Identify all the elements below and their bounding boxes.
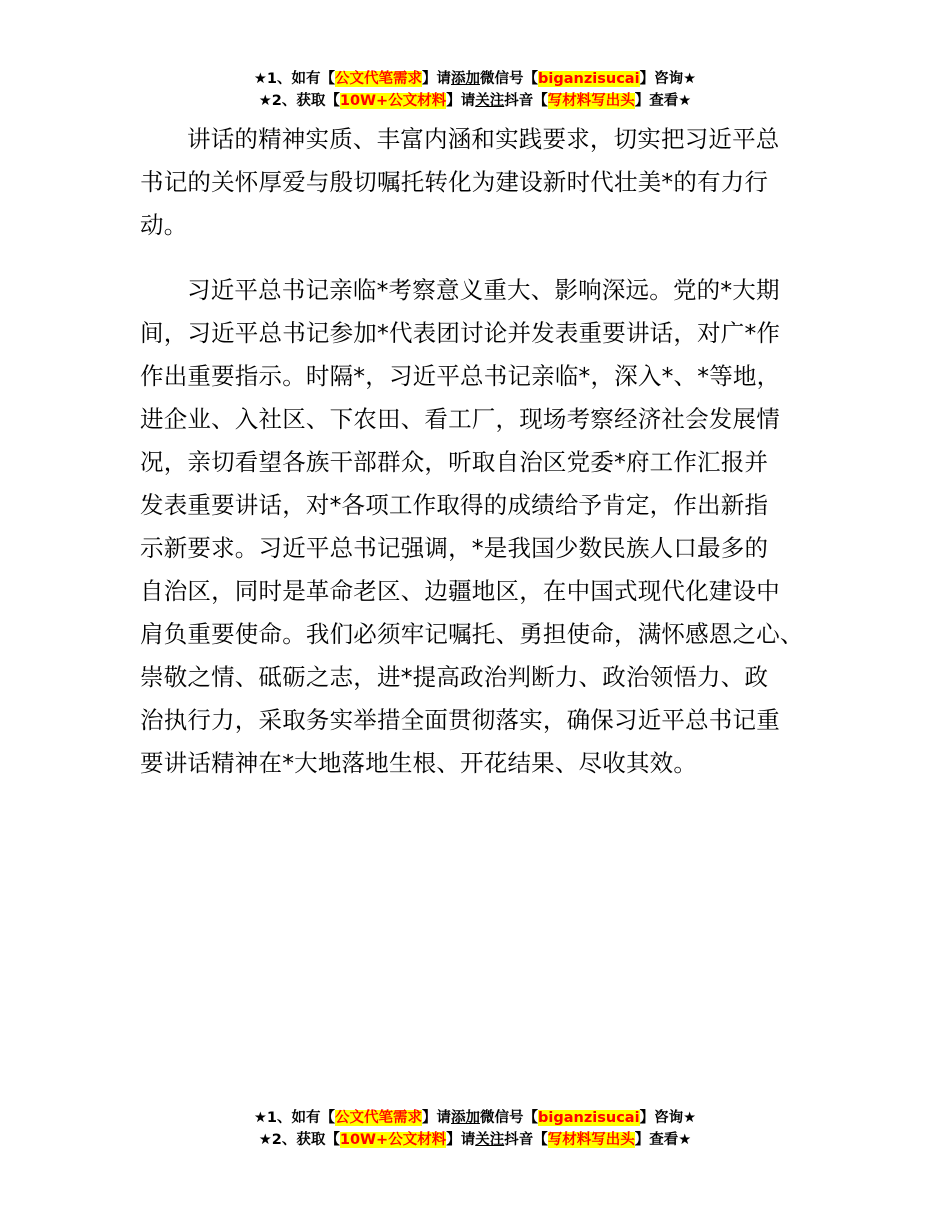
banner-line-2 (0, 90, 950, 112)
banner-highlight: 写材料写出头 (547, 1132, 635, 1148)
banner-underline: 添加 (451, 1110, 481, 1126)
banner-text: 】查看★ (634, 1132, 692, 1148)
text-line: 自治区，同时是革命老区、边疆地区，在中国式现代化建设中 (140, 577, 780, 605)
text-line: 进企业、入社区、下农田、看工厂，现场考察经济社会发展情 (140, 405, 780, 433)
banner-text: 】请 (446, 1132, 476, 1148)
text-line: 治执行力，采取务实举措全面贯彻落实，确保习近平总书记重 (140, 706, 780, 734)
banner-underline: 关注 (475, 93, 505, 109)
text-line: 崇敬之情、砥砺之志，进*提高政治判断力、政治领悟力、政 (140, 663, 769, 691)
text-line: 间，习近平总书记参加*代表团讨论并发表重要讲话，对广*作 (140, 319, 781, 347)
banner-text: ★2、获取【 (258, 93, 340, 109)
banner-text: 】请 (446, 93, 476, 109)
text-line: 书记的关怀厚爱与殷切嘱托转化为建设新时代壮美*的有力行 (140, 168, 769, 196)
banner-underline: 添加 (451, 71, 481, 87)
banner-highlight: biganzisucai (538, 1110, 640, 1126)
banner-text: 】咨询★ (639, 71, 697, 87)
text-line: 发表重要讲话，对*各项工作取得的成绩给予肯定，作出新指 (140, 491, 769, 519)
banner-text: 抖音【 (504, 1132, 548, 1148)
banner-text: 】请 (422, 1110, 452, 1126)
banner-text: 】咨询★ (639, 1110, 697, 1126)
text-line: 况，亲切看望各族干部群众，听取自治区党委*府工作汇报并 (140, 448, 769, 476)
text-line: 作出重要指示。时隔*，习近平总书记亲临*，深入*、*等地， (140, 362, 781, 390)
banner-line-1 (0, 1107, 950, 1129)
text-line: 要讲话精神在*大地落地生根、开花结果、尽收其效。 (140, 749, 698, 777)
banner-text: 】查看★ (634, 93, 692, 109)
header-banner (0, 68, 950, 112)
banner-line-1 (0, 68, 950, 90)
text-line: 示新要求。习近平总书记强调，*是我国少数民族人口最多的 (140, 534, 769, 562)
banner-text: 抖音【 (504, 93, 548, 109)
banner-text: 微信号【 (480, 1110, 539, 1126)
banner-line-2 (0, 1129, 950, 1151)
footer-banner (0, 1107, 950, 1151)
document-body (140, 118, 825, 785)
text-line: 肩负重要使命。我们必须牢记嘱托、勇担使命，满怀感恩之心、 (140, 620, 804, 648)
banner-underline: 关注 (475, 1132, 505, 1148)
text-line: 习近平总书记亲临*考察意义重大、影响深远。党的*大期 (187, 276, 780, 304)
banner-text: ★2、获取【 (258, 1132, 340, 1148)
paragraph-1 (140, 118, 825, 247)
banner-text: ★1、如有【 (253, 71, 336, 87)
banner-highlight: 写材料写出头 (547, 93, 635, 109)
paragraph-spacer (140, 247, 825, 269)
banner-highlight: biganzisucai (538, 71, 640, 87)
banner-highlight: 10W+公文材料 (339, 1132, 447, 1148)
paragraph-2 (140, 269, 825, 785)
banner-text: 】请 (422, 71, 452, 87)
banner-highlight: 公文代笔需求 (335, 71, 423, 87)
text-line: 讲话的精神实质、丰富内涵和实践要求，切实把习近平总 (187, 125, 780, 153)
text-line: 动。 (140, 211, 188, 239)
banner-highlight: 公文代笔需求 (335, 1110, 423, 1126)
banner-text: 微信号【 (480, 71, 539, 87)
banner-text: ★1、如有【 (253, 1110, 336, 1126)
banner-highlight: 10W+公文材料 (339, 93, 447, 109)
